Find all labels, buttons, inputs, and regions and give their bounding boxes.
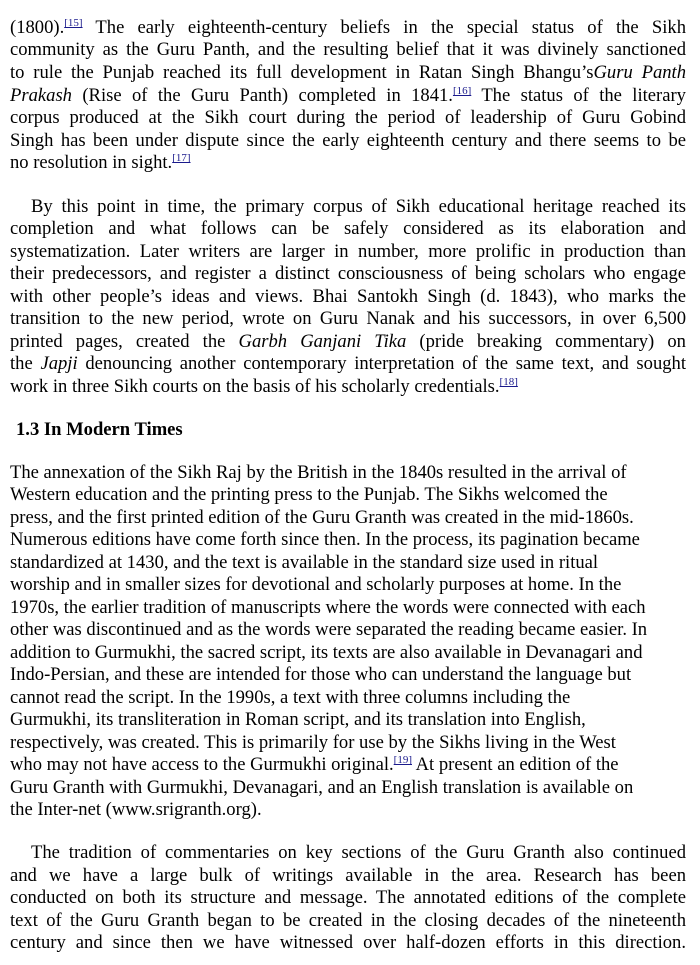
para1-line-6: Singh has been under dispute since the early eighteenth century and there seems to be bbox=[10, 130, 686, 151]
para3-line-6: worship and in smaller sizes for devotional and scholarly purposes at home. In the bbox=[10, 574, 622, 595]
para3-line-9: addition to Gurmukhi, the sacred script, its texts are also available in Devanagari and bbox=[10, 642, 643, 663]
footnote-ref-19[interactable]: [19] bbox=[393, 754, 412, 766]
para4-line-5: century and since then we have witnessed over half-dozen efforts in this direction. bbox=[10, 932, 686, 953]
para3-line-5: standardized at 1430, and the text is available in the standard size used in ritual bbox=[10, 552, 599, 573]
para2-line-3: systematization. Later writers are larger in number, more prolific in production than bbox=[10, 241, 686, 262]
para3-line-14: who may not have access to the Gurmukhi original.[19] At present an edition of the bbox=[10, 754, 619, 775]
book-title-prakash: Prakash bbox=[10, 85, 72, 106]
para1-line-4: Prakash (Rise of the Guru Panth) completed in 1841.[16] The status of the literary bbox=[10, 85, 686, 106]
para1-line-2: community as the Guru Panth, and the resulting belief that it was divinely sanctioned bbox=[10, 39, 686, 60]
book-title-garbh-ganjani-tika: Garbh Ganjani Tika bbox=[238, 331, 407, 352]
footnote-ref-17[interactable]: [17] bbox=[172, 152, 191, 164]
para1-line-1: (1800).[15] The early eighteenth-century beliefs in the special status of the Sikh bbox=[10, 17, 686, 38]
para3-line-12: Gurmukhi, its transliteration in Roman script, and its translation into English, bbox=[10, 709, 586, 730]
para4-line-2: and we have a large bulk of writings available in the area. Research has been bbox=[10, 865, 686, 886]
para3-line-4: Numerous editions have come forth since then. In the process, its pagination became bbox=[10, 529, 640, 550]
book-title-japji: Japji bbox=[40, 353, 78, 374]
book-title-guru-panth-prakash: Guru Panth bbox=[593, 62, 686, 83]
para3-line-16: the Inter-net (www.srigranth.org). bbox=[10, 799, 262, 820]
para4-line-3: conducted on both its structure and message. The annotated editions of the complete bbox=[10, 887, 686, 908]
para3-line-10: Indo-Persian, and these are intended for those who can understand the language but bbox=[10, 664, 632, 685]
para4-line-1: The tradition of commentaries on key sections of the Guru Granth also continued bbox=[31, 842, 686, 863]
section-heading: 1.3 In Modern Times bbox=[16, 419, 183, 440]
footnote-ref-16[interactable]: [16] bbox=[452, 85, 472, 97]
para3-line-8: other was discontinued and as the words were separated the reading became easier. In bbox=[10, 619, 648, 640]
para2-line-9: work in three Sikh courts on the basis of his scholarly credentials.[18] bbox=[10, 376, 518, 397]
para2-line-8: the Japji denouncing another contemporary interpretation of the same text, and sought bbox=[10, 353, 686, 374]
para2-line-7: printed pages, created the Garbh Ganjani Tika (pride breaking commentary) on bbox=[10, 331, 686, 352]
footnote-ref-18[interactable]: [18] bbox=[499, 376, 518, 388]
para2-line-6: transition to the new period, wrote on Guru Nanak and his successors, in over 6,500 bbox=[10, 308, 686, 329]
para1-line-7: no resolution in sight.[17] bbox=[10, 152, 191, 173]
para3-line-11: cannot read the script. In the 1990s, a text with three columns including the bbox=[10, 687, 571, 708]
para3-line-15: Guru Granth with Gurmukhi, Devanagari, and an English translation is available on bbox=[10, 777, 634, 798]
para3-line-2: Western education and the printing press to the Punjab. The Sikhs welcomed the bbox=[10, 484, 608, 505]
para4-line-4: text of the Guru Granth began to be created in the closing decades of the nineteenth bbox=[10, 910, 686, 931]
para2-line-1: By this point in time, the primary corpus of Sikh educational heritage reached its bbox=[31, 196, 686, 217]
para2-line-5: with other people’s ideas and views. Bhai Santokh Singh (d. 1843), who marks the bbox=[10, 286, 686, 307]
para1-line-5: corpus produced at the Sikh court during the period of leadership of Guru Gobind bbox=[10, 107, 686, 128]
para3-line-1: The annexation of the Sikh Raj by the British in the 1840s resulted in the arrival of bbox=[10, 462, 627, 483]
footnote-ref-15[interactable]: [15] bbox=[64, 17, 83, 29]
para2-line-4: their predecessors, and register a distinct consciousness of being scholars who engage bbox=[10, 263, 686, 284]
para1-line-3: to rule the Punjab reached its full development in Ratan Singh Bhangu’sGuru Panth bbox=[10, 62, 686, 83]
para3-line-13: respectively, was created. This is primarily for use by the Sikhs living in the West bbox=[10, 732, 616, 753]
para3-line-3: press, and the first printed edition of the Guru Granth was created in the mid-1860s. bbox=[10, 507, 634, 528]
para3-line-7: 1970s, the earlier tradition of manuscripts where the words were connected with each bbox=[10, 597, 646, 618]
para2-line-2: completion and what follows can be safely considered as its elaboration and bbox=[10, 218, 686, 239]
